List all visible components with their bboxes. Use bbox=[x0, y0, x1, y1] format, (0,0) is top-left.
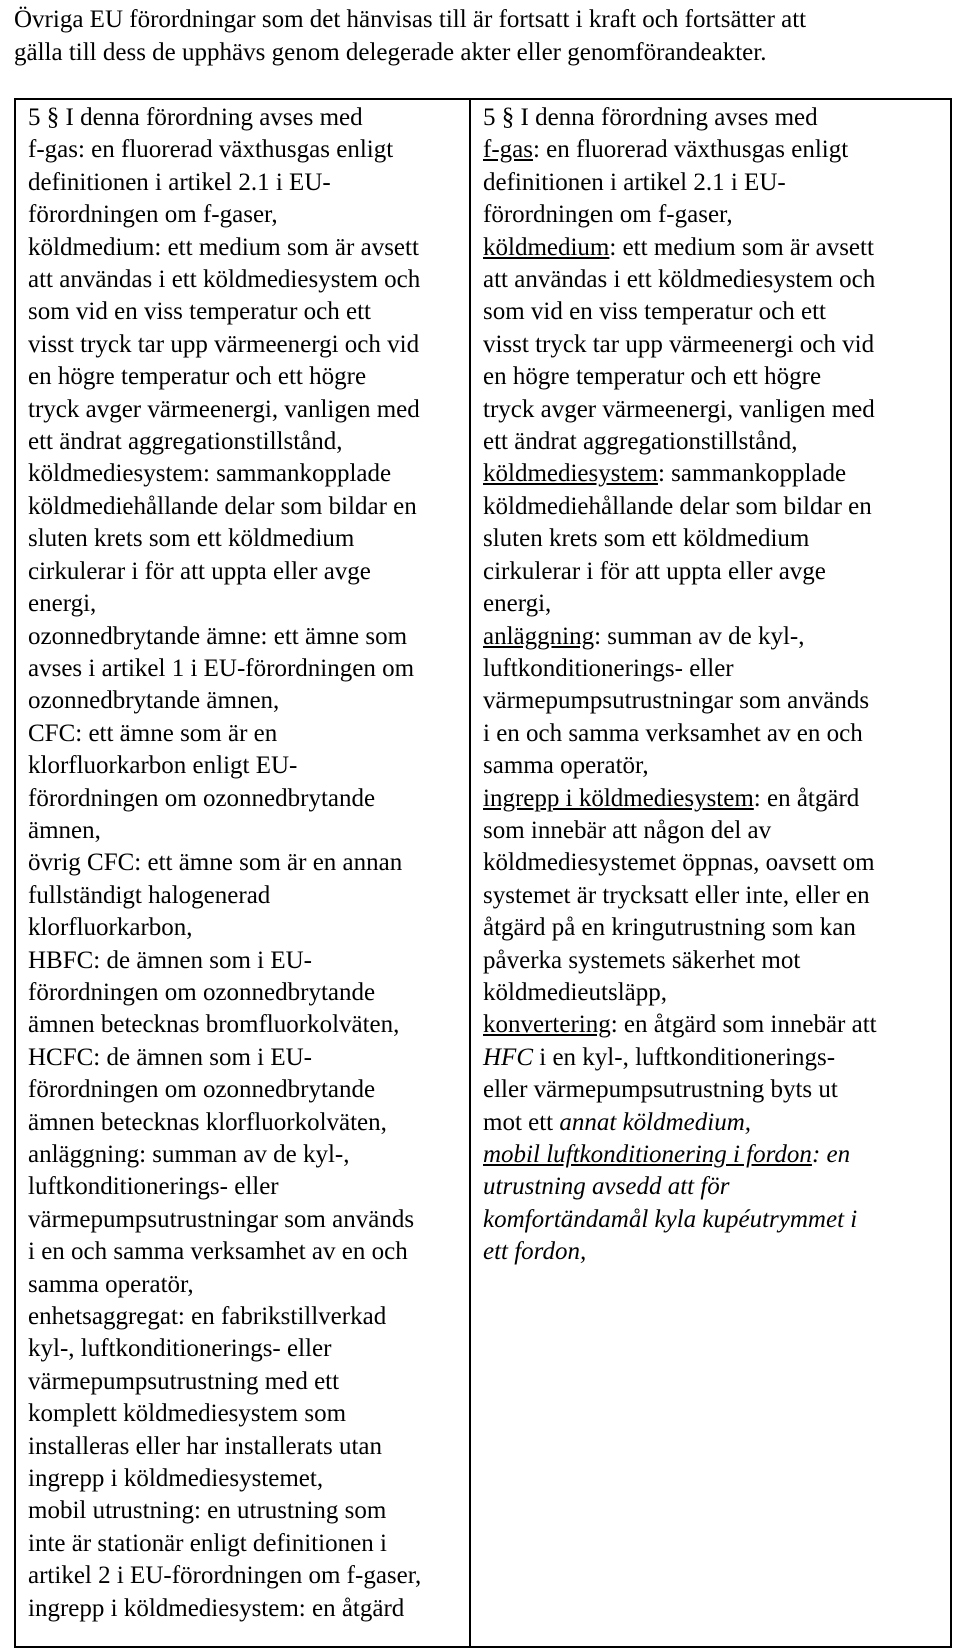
text-line: värmepumpsutrustningar som används bbox=[483, 687, 870, 715]
table-row bbox=[15, 99, 951, 1647]
proposed-wording-cell bbox=[470, 99, 951, 1647]
text-line: artikel 2 i EU-förordningen om f-gaser, bbox=[28, 1562, 422, 1590]
definition-text: mot ett bbox=[483, 1108, 560, 1136]
comparison-table bbox=[14, 98, 952, 1648]
text-line: luftkonditionerings- eller bbox=[28, 1173, 279, 1201]
text-line: HBFC: de ämnen som i EU- bbox=[28, 946, 313, 974]
text-line: HCFC: de ämnen som i EU- bbox=[28, 1043, 313, 1071]
text-line: utrustning avsedd att för bbox=[483, 1173, 730, 1201]
text-line: definitionen i artikel 2.1 i EU- bbox=[483, 168, 786, 196]
text-line: klorfluorkarbon enligt EU- bbox=[28, 752, 298, 780]
text-line: köldmedium: ett medium som är avsett bbox=[28, 233, 419, 261]
definition-text: : en bbox=[811, 1141, 851, 1168]
text-line: ingrepp i köldmediesystem: en åtgärd bbox=[28, 1594, 405, 1622]
text-line: ett fordon, bbox=[483, 1238, 587, 1266]
text-line: 5 § I denna förordning avses med bbox=[483, 104, 818, 131]
text-line: påverka systemets säkerhet mot bbox=[483, 946, 801, 974]
text-line: installeras eller har installerats utan bbox=[28, 1432, 383, 1460]
text-line: ett ändrat aggregationstillstånd, bbox=[28, 428, 343, 456]
text-line: en högre temperatur och ett högre bbox=[483, 363, 822, 391]
text-line: övrig CFC: ett ämne som är en annan bbox=[28, 849, 403, 877]
text-line: förordningen om f-gaser, bbox=[483, 201, 733, 229]
text-line: förordningen om ozonnedbrytande bbox=[28, 784, 376, 812]
text-line: kyl-, luftkonditionerings- eller bbox=[28, 1335, 332, 1363]
text-line: definitionen i artikel 2.1 i EU- bbox=[28, 168, 331, 196]
text-line: tryck avger värmeenergi, vanligen med bbox=[483, 395, 875, 423]
definition-text: i en kyl-, luftkonditionerings- bbox=[533, 1043, 836, 1071]
text-line: enhetsaggregat: en fabrikstillverkad bbox=[28, 1303, 387, 1331]
text-line: klorfluorkarbon, bbox=[28, 914, 193, 942]
text-line: ingrepp i köldmediesystemet, bbox=[28, 1465, 324, 1493]
italic-text: annat köldmedium, bbox=[559, 1108, 752, 1136]
defined-term: ingrepp i köldmediesystem bbox=[483, 784, 754, 812]
text-line: energi, bbox=[28, 590, 97, 618]
defined-term: köldmediesystem bbox=[483, 460, 658, 488]
definition-text: : summan av de kyl-, bbox=[594, 622, 805, 650]
text-line: åtgärd på en kringutrustning som kan bbox=[483, 914, 856, 942]
text-line bbox=[483, 1107, 950, 1139]
text-line: som vid en viss temperatur och ett bbox=[483, 298, 826, 326]
text-line: att användas i ett köldmediesystem och bbox=[483, 266, 876, 294]
text-line: systemet är trycksatt eller inte, eller en bbox=[483, 881, 870, 909]
text-line: köldmedieutsläpp, bbox=[483, 978, 667, 1006]
definition-text: : ett medium som är avsett bbox=[609, 233, 874, 261]
text-line: fullständigt halogenerad bbox=[28, 881, 271, 909]
text-line: ämnen, bbox=[28, 816, 101, 844]
text-line: förordningen om f-gaser, bbox=[28, 201, 278, 229]
text-line: köldmediehållande delar som bildar en bbox=[483, 492, 872, 520]
text-line: cirkulerar i för att uppta eller avge bbox=[28, 557, 371, 585]
intro-paragraph bbox=[14, 4, 954, 69]
text-line: eller värmepumpsutrustning byts ut bbox=[483, 1076, 838, 1104]
text-line: 5 § I denna förordning avses med bbox=[28, 104, 363, 131]
text-line: sluten krets som ett köldmedium bbox=[483, 525, 810, 553]
defined-term: anläggning bbox=[483, 622, 595, 650]
text-line: ämnen betecknas bromfluorkolväten, bbox=[28, 1011, 400, 1039]
italic-text: HFC bbox=[483, 1043, 533, 1071]
text-line: anläggning: summan av de kyl-, bbox=[28, 1141, 350, 1168]
text-line: att användas i ett köldmediesystem och bbox=[28, 266, 421, 294]
text-line: i en och samma verksamhet av en och bbox=[483, 719, 863, 747]
definition-text: : en åtgärd bbox=[753, 784, 860, 812]
text-line: ozonnedbrytande ämnen, bbox=[28, 687, 280, 715]
text-line bbox=[483, 134, 950, 166]
current-wording-text bbox=[16, 100, 469, 1625]
text-line: köldmediesystem: sammankopplade bbox=[28, 460, 392, 488]
text-line: komfortändamål kyla kupéutrymmet i bbox=[483, 1205, 858, 1233]
text-line: köldmediehållande delar som bildar en bbox=[28, 492, 417, 520]
text-line bbox=[483, 232, 950, 264]
text-line: i en och samma verksamhet av en och bbox=[28, 1238, 408, 1266]
text-line bbox=[483, 1042, 950, 1074]
text-line: tryck avger värmeenergi, vanligen med bbox=[28, 395, 420, 423]
text-line: värmepumpsutrustning med ett bbox=[28, 1367, 340, 1395]
text-line: inte är stationär enligt definitionen i bbox=[28, 1529, 387, 1557]
intro-line: gälla till dess de upphävs genom delegerade akter eller genomförandeakter. bbox=[14, 38, 767, 66]
defined-term: mobil luftkonditionering i fordon bbox=[483, 1141, 812, 1168]
text-line: som vid en viss temperatur och ett bbox=[28, 298, 371, 326]
text-line bbox=[483, 1009, 950, 1041]
current-wording-cell bbox=[15, 99, 470, 1647]
text-line: värmepumpsutrustningar som används bbox=[28, 1205, 415, 1233]
text-line: cirkulerar i för att uppta eller avge bbox=[483, 557, 826, 585]
intro-line: Övriga EU förordningar som det hänvisas till är fortsatt i kraft och fortsätter att bbox=[14, 6, 807, 33]
text-line: sluten krets som ett köldmedium bbox=[28, 525, 355, 553]
text-line bbox=[483, 783, 950, 815]
definition-text: : en fluorerad växthusgas enligt bbox=[532, 136, 849, 164]
text-line: CFC: ett ämne som är en bbox=[28, 719, 278, 747]
text-line: luftkonditionerings- eller bbox=[483, 654, 734, 682]
text-line: förordningen om ozonnedbrytande bbox=[28, 1076, 376, 1104]
text-line: förordningen om ozonnedbrytande bbox=[28, 978, 376, 1006]
text-line: som innebär att någon del av bbox=[483, 816, 772, 844]
defined-term: konvertering bbox=[483, 1011, 611, 1039]
text-line: visst tryck tar upp värmeenergi och vid bbox=[483, 330, 875, 358]
text-line: en högre temperatur och ett högre bbox=[28, 363, 367, 391]
text-line bbox=[483, 1139, 950, 1171]
text-line: samma operatör, bbox=[483, 752, 649, 780]
text-line: ozonnedbrytande ämne: ett ämne som bbox=[28, 622, 408, 650]
text-line: avses i artikel 1 i EU-förordningen om bbox=[28, 654, 415, 682]
text-line: komplett köldmediesystem som bbox=[28, 1400, 347, 1428]
text-line bbox=[483, 621, 950, 653]
text-line: mobil utrustning: en utrustning som bbox=[28, 1497, 387, 1525]
proposed-wording-text bbox=[471, 100, 950, 1269]
text-line: f-gas: en fluorerad växthusgas enligt bbox=[28, 136, 394, 164]
text-line: energi, bbox=[483, 590, 552, 618]
text-line: ämnen betecknas klorfluorkolväten, bbox=[28, 1108, 387, 1136]
text-line bbox=[483, 458, 950, 490]
text-line: visst tryck tar upp värmeenergi och vid bbox=[28, 330, 420, 358]
text-line: ett ändrat aggregationstillstånd, bbox=[483, 428, 798, 456]
defined-term: f-gas bbox=[483, 136, 533, 164]
definition-text: : sammankopplade bbox=[657, 460, 847, 488]
definition-text: : en åtgärd som innebär att bbox=[610, 1011, 877, 1039]
defined-term: köldmedium bbox=[483, 233, 610, 261]
text-line: samma operatör, bbox=[28, 1270, 194, 1298]
text-line: köldmediesystemet öppnas, oavsett om bbox=[483, 849, 875, 877]
